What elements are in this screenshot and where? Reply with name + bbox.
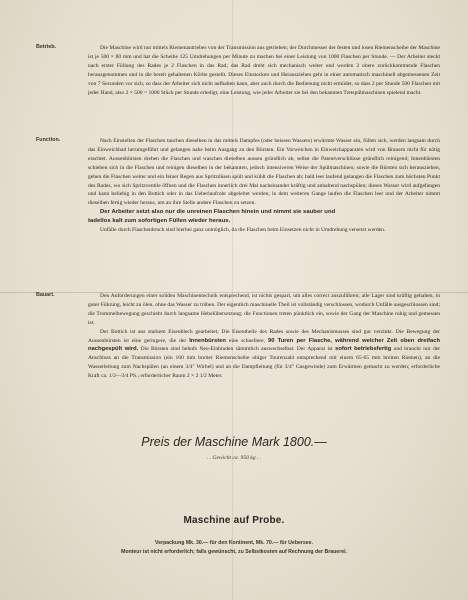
packing-line: Verpackung Mk. 30.— für den Kontinent, Mk. 70.— für Uebersee.	[155, 540, 313, 546]
function-bold-line-2: tadellos kalt zum sofortigen Füllen wieder heraus.	[88, 218, 231, 225]
side-label-function: Function.	[36, 137, 61, 143]
montage-line: Monteur ist nicht erforderlich; falls gewünscht, zu Selbstkosten auf Rechnung der Brauerei.	[121, 549, 347, 555]
betrieb-paragraph: Die Maschine wird nur mittels Riemenantriebes von der Transmission aus getrieben; der Durchmesser der festen und losen Riemenscheibe der Maschine ist je 500 × 80 mm und hat die Scheibe 125 Umdrehungen per Minute zu machen bei einer Leistung von 1000 Flaschen per Stunde. — Der Arbeiter steckt nach erster Füllung des Rades je 2 Flaschen in das Rad; das Rad dreht sich mechanisch weiter und werden 2 obere zurückkommende Flaschen herausgenommen und in die bereit gehaltenen Körbe gestellt. Dieses Einstecken und Herausziehen geht in einer automatisch maschinell abgemessenen Zeit von 7 Secunden vor sich, so dass der Arbeiter sich nicht aufhalten kann, aber auch durch die Bedienung nicht ermüdet, so dass 2 per Stunde 500 Flaschen mit jeder Hand, also 2 × 500 = 1000 Stück per Stunde erledigt, eine Leistung, wie jeder Arbeiter sie bei den bekannten Tretspülmaschinen spielend macht.	[88, 45, 440, 96]
bauart-paragraph-1: Den Anforderungen einer soliden Maschinentechnik entsprechend, ist nichts gespart, um alles correct auszuführen; alle Lager sind kräftig gehalten, in guter Führung, leicht zu ölen, ohne das Wasser zu trüben. Der eigentlich maschinelle Theil ist vollständig verschlossen, wodurch Unfälle ausgeschlossen sind; die Trommelbewegung geschieht durch langsame Hebelübersetzung; die Functionen treten pünktlich ein, sowie der Gang der Maschine ruhig und gemessen ist.	[88, 293, 440, 326]
bauart-text-3: eine schnellere,	[228, 337, 265, 344]
bauart-paragraph-2	[88, 328, 440, 381]
innenbuersten-bold: Innenbürsten	[189, 337, 226, 344]
function-paragraph: Nach Einstellen der Flaschen tauchen dieselben in das mittels Dampfes (oder heissen Wassers) erwärmte Wasser ein, füllen sich, werden langsam durch das Einweichbad herumgeführt und gelangen nahe beim Ausgang zu den Bürsten. Ein Vorweichen in Einweichapparaten wird von Brauern nicht für nötig erachtet. Aussenbürsten drehen die Flaschen und waschen dieselben aussen gründlich ab, selbst die Patentverschlüsse gründlich reinigend; Innenbürsten schieben sich in die Flaschen und reinigen dieselben in der bekannten, jedoch intensiveren Weise der Spülmaschinen; sowie die Bürsten sich herausziehen, gehen die Flaschen weiter und ein feiner Regen aus Spritzdüsen spült und kühlt die Flaschen ab; bald leer laufend gelangen die Flaschen zum höchsten Punkt des Rades, wo sich Spritzventile öffnen und die Flaschen innerlich drei Mal nacheinander kräftig und anhaltend nachspülen; dieses Wasser wird aufgefangen und kann beliebig in den Bottich oder in das Ueberlaufrohr abgeleitet werden; in dem weiteren Gange laufen die Flaschen leer und der Arbeiter nimmt dieselben fertig wieder heraus, um an ihre Stelle andere Flaschen zu setzen.	[88, 138, 440, 207]
bauart-text-5: und braucht nur der Anschluss an die Transmission (ein 160 mm breiter Riemenscheibe obiger Tourenzahl entsprechend mit einem 65-65 mm breiten Riemen), an die Wasserleitung zum Nachspülen (an einem 3/4" Wirbel) und an die Dampfleitung (für 3/4" Gasgewinde) zum Erwärmen gemacht zu werden; erforderliche Kraft ca. 1/2—3/4 PS.; erforderlicher Raum 2 × 2 1/2 Meter.	[88, 346, 441, 380]
weight-line: . . Gewicht ca. 950 kg . .	[206, 455, 262, 461]
turns-bold: 90 Turen per Flasche, während welcher Zeit oben dreifach nachgespült wird.	[88, 337, 441, 353]
side-label-betrieb: Betrieb.	[36, 44, 57, 50]
function-note: Unfälle durch Flaschenbruch sind hierbei ganz unmöglich, da die Flaschen beim Einsetzen nicht in Umdrehung versetzt werden.	[100, 226, 386, 233]
function-text-block	[88, 137, 440, 235]
price-heading: Preis der Maschine Mark 1800.—	[141, 435, 327, 449]
betrieb-text-block	[88, 44, 440, 97]
probe-heading: Maschine auf Probe.	[183, 515, 285, 526]
bauart-text-2: Der Bottich ist aus starkem Eisenblech gearbeitet; Die Eisentheile des Rades sowie des Mechanismusses sind gut verzinkt. Die Bewegung der Aussenbürsten ist eine geringere, die der	[88, 328, 440, 344]
function-bold-line-1: Der Arbeiter setzt also nur die unreinen Flaschen hinein und nimmt sie sauber und	[100, 209, 336, 216]
ready-bold: sofort betriebsfertig	[335, 346, 392, 353]
side-label-bauart: Bauart.	[36, 292, 55, 298]
bauart-text-4: Die Bürsten sind behufs Neu-Einbinden sämmtlich auswechselbar. Der Apparat ist	[140, 346, 333, 353]
bauart-text-block	[88, 292, 440, 381]
